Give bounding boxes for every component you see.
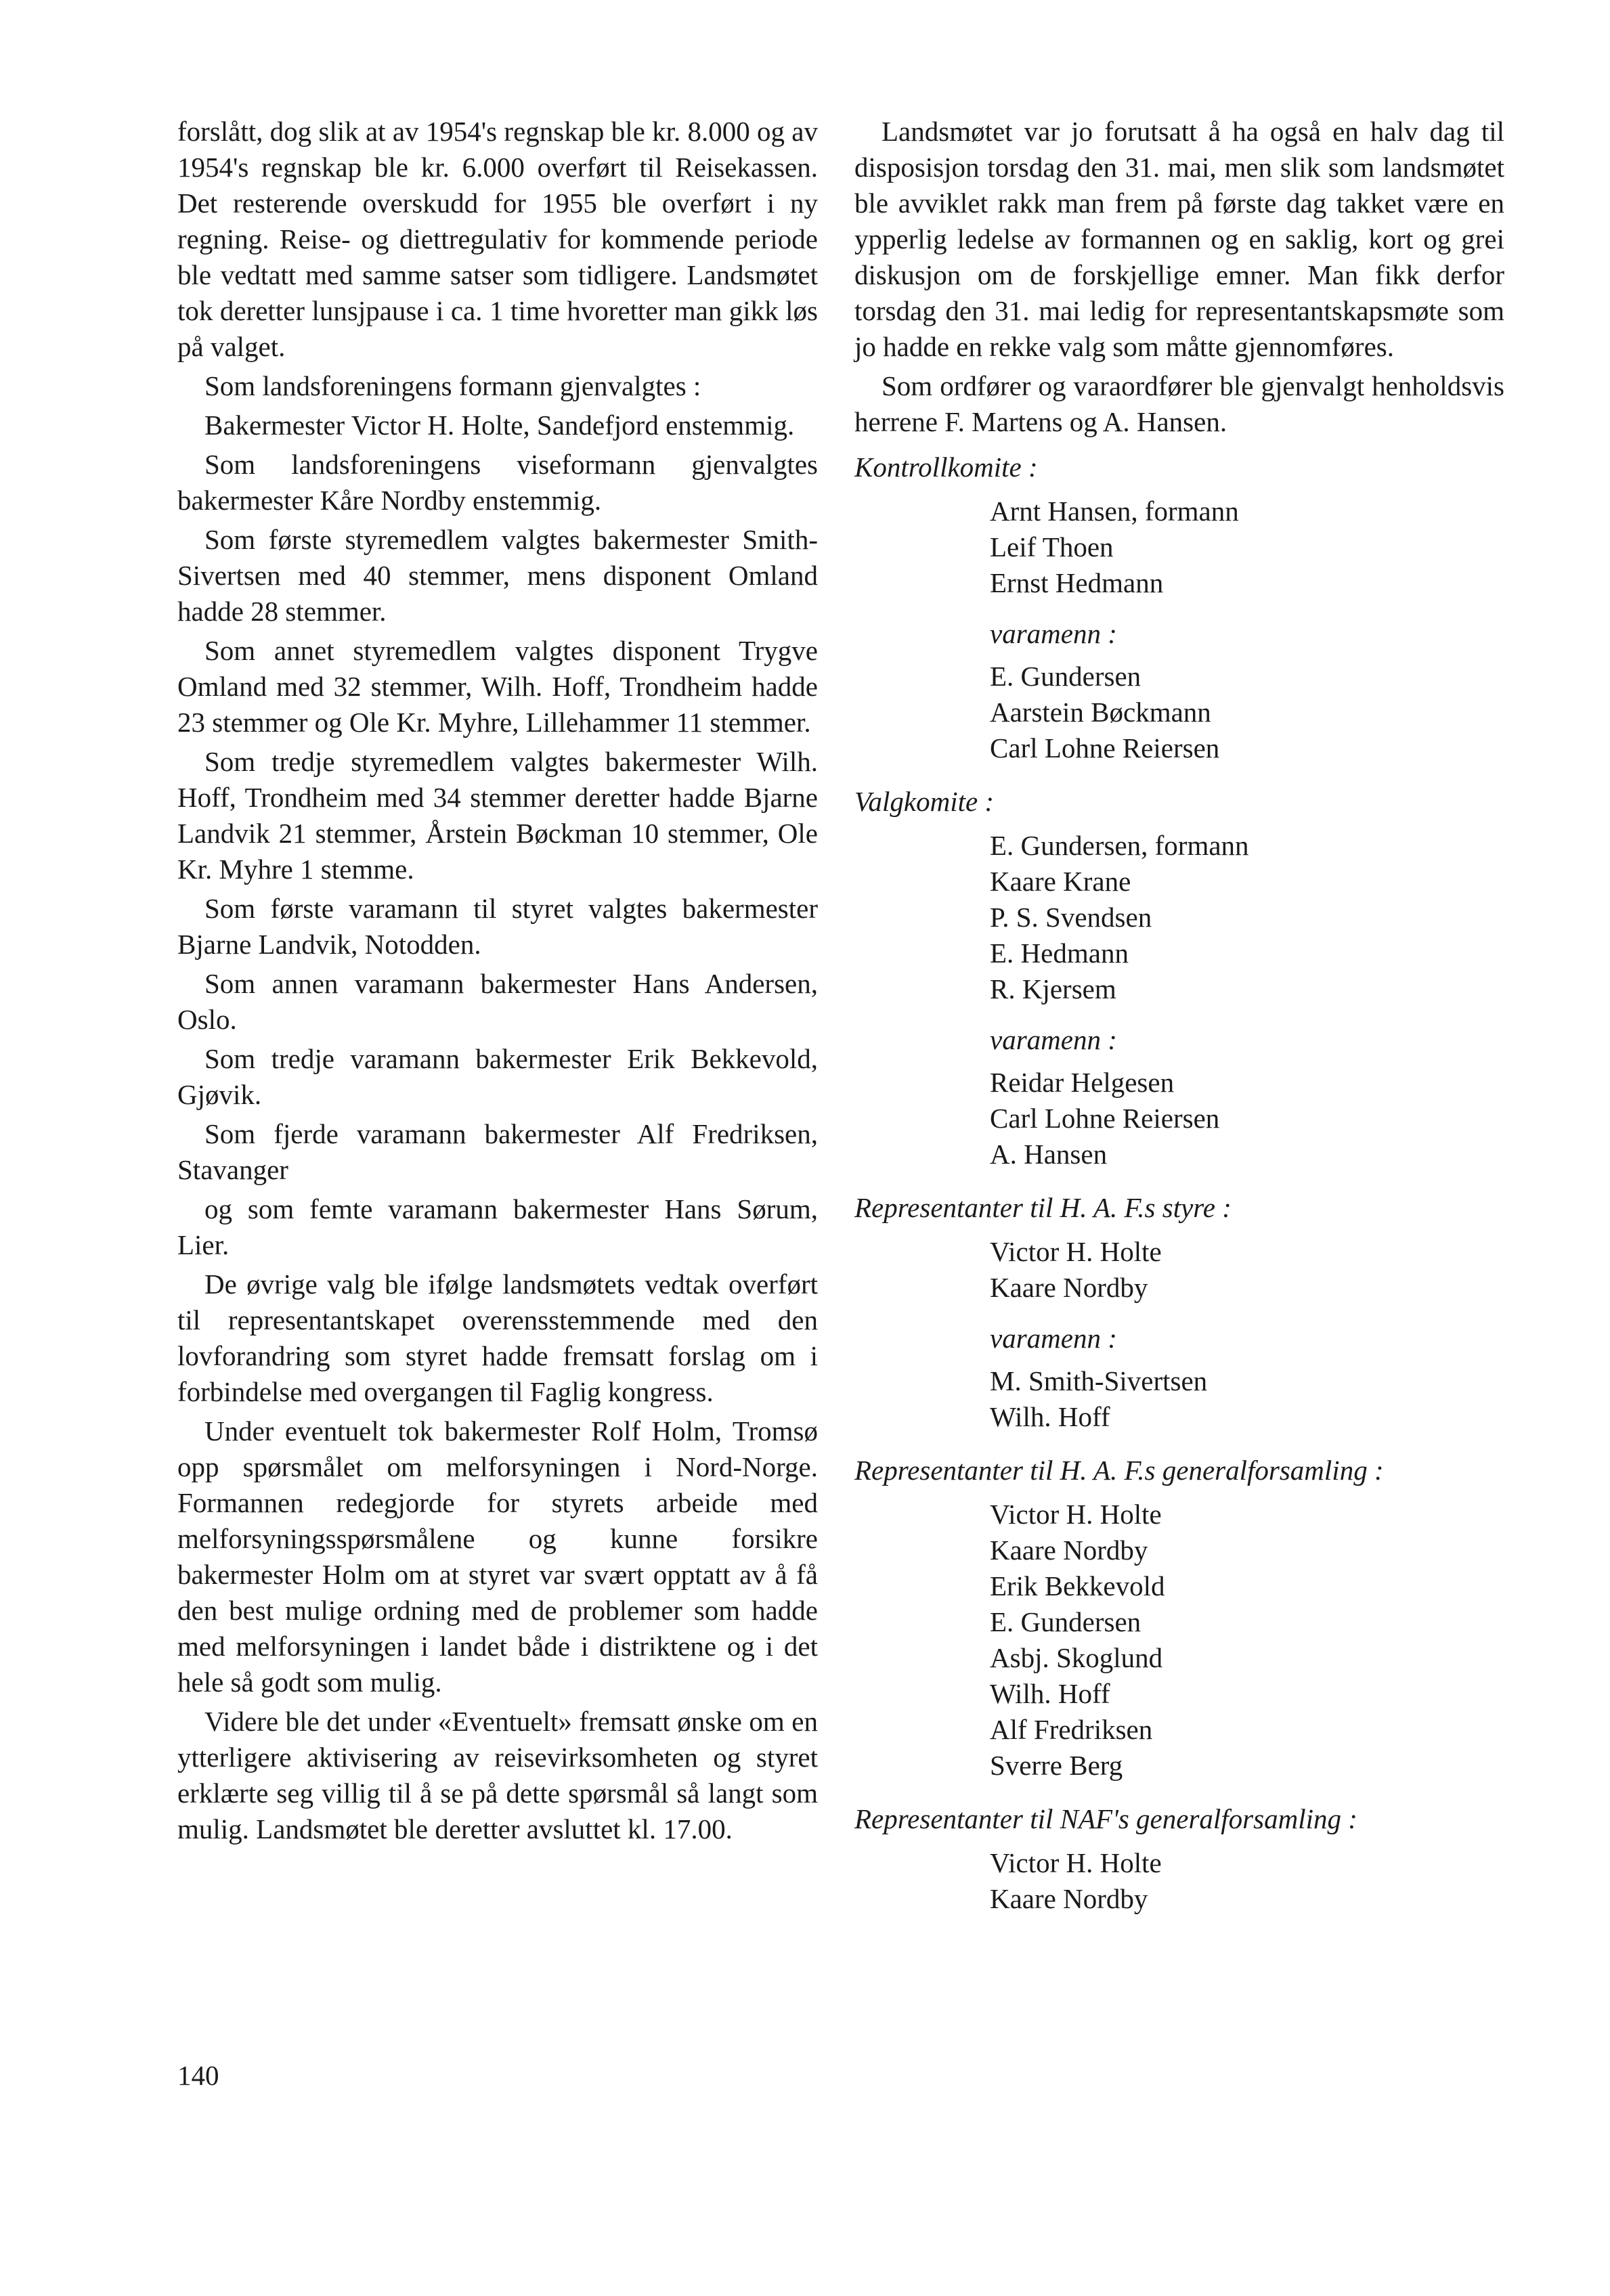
list-item: E. Hedmann [990,937,1129,969]
list-item: Carl Lohne Reiersen [990,732,1220,764]
list-item: A. Hansen [990,1139,1108,1170]
left-column [177,114,818,1851]
paragraph-ordforer: Som ordfører og varaordfører ble gjenvalgt henholdsvis herrene F. Martens og A. Hansen. [854,370,1504,437]
kontrollkomite-members [990,493,1504,601]
list-item: Leif Thoen [990,531,1114,562]
list-item: Alf Fredriksen [990,1714,1153,1745]
list-item: P. S. Svendsen [990,902,1152,933]
paragraph-eventuelt: Under eventuelt tok bakermester Rolf Holm, Tromsø opp spørsmålet om melforsyningen i Nord-Norge. Formannen redegjorde for styrets arbeide med melforsyningsspørsmålene og kunne forsikre bakermester Holm om at styret var svært opptatt av å få den best mulige ordning med de problemer som hadde med melforsyningen i landet både i distriktene og i det hele så godt som mulig. [177,1415,818,1698]
kontrollkomite-heading: Kontrollkomite : [854,451,1038,483]
list-item: Arnt Hansen, formann [990,495,1239,527]
paragraph-forste-styremedlem: Som første styremedlem valgtes bakermester Smith-Sivertsen med 40 stemmer, mens disponent Omland hadde 28 stemmer. [177,524,818,627]
list-item: R. Kjersem [990,973,1116,1005]
list-item: Erik Bekkevold [990,1570,1165,1602]
paragraph-femte-varamann: og som femte varamann bakermester Hans Sørum, Lier. [177,1193,818,1260]
list-item: Victor H. Holte [990,1499,1162,1530]
paragraph-regnskap: forslått, dog slik at av 1954's regnskap ble kr. 8.000 og av 1954's regnskap ble kr. 6.000 overført til Reisekassen. Det resterende overskudd for 1955 ble overført i ny regning. Reise- og diettregulativ for kommende periode ble vedtatt med samme satser som tidligere. Landsmøtet tok deretter lunsjpause i ca. 1 time hvoretter man gikk løs på valget. [177,116,818,362]
list-item: Wilh. Hoff [990,1401,1110,1432]
list-item: Reidar Helgesen [990,1067,1175,1098]
paragraph-fjerde-varamann: Som fjerde varamann bakermester Alf Fredriksen, Stavanger [177,1118,818,1185]
naf-generalforsamling-heading: Representanter til NAF's generalforsamling : [854,1803,1357,1834]
haf-generalforsamling-members [990,1497,1504,1784]
valgkomite-heading: Valgkomite : [854,786,995,817]
paragraph-formann-intro: Som landsforeningens formann gjenvalgtes : [204,370,701,401]
paragraph-annen-varamann: Som annen varamann bakermester Hans Andersen, Oslo. [177,968,818,1035]
haf-styre-vara-heading: varamenn : [990,1323,1117,1354]
right-column [854,114,1504,1917]
list-item: Asbj. Skoglund [990,1642,1163,1673]
valgkomite-vara [990,1065,1504,1172]
paragraph-ovrige-valg: De øvrige valg ble ifølge landsmøtets vedtak overført til representantskapet overensstemmende med den lovforandring som styret hadde fremsatt forslag om i forbindelse med overgangen til Faglig kongress. [177,1268,818,1407]
list-item: Kaare Krane [990,866,1131,897]
kontrollkomite-vara [990,659,1504,766]
paragraph-tredje-styremedlem: Som tredje styremedlem valgtes bakermester Wilh. Hoff, Trondheim med 34 stemmer deretter hadde Bjarne Landvik 21 stemmer, Årstein Bøckman 10 stemmer, Ole Kr. Myhre 1 stemme. [177,746,818,885]
list-item: E. Gundersen [990,661,1141,692]
paragraph-formann: Bakermester Victor H. Holte, Sandefjord enstemmig. [204,410,795,441]
naf-generalforsamling-members [990,1845,1504,1917]
haf-generalforsamling-heading: Representanter til H. A. F.s generalforsamling : [854,1455,1384,1486]
paragraph-landsmotet: Landsmøtet var jo forutsatt å ha også en halv dag til disposisjon torsdag den 31. mai, men slik som landsmøtet ble avviklet rakk man frem på første dag takket være en ypperlig ledelse av formannen og en saklig, kort og grei diskusjon om de forskjellige emner. Man fikk derfor torsdag den 31. mai ledig for representantskapsmøte som jo hadde en rekke valg som måtte gjennomføres. [854,116,1504,362]
paragraph-tredje-varamann: Som tredje varamann bakermester Erik Bekkevold, Gjøvik. [177,1043,818,1110]
list-item: Kaare Nordby [990,1883,1148,1914]
valgkomite-vara-heading: varamenn : [990,1024,1117,1055]
list-item: Sverre Berg [990,1750,1123,1781]
list-item: Aarstein Bøckmann [990,697,1211,728]
list-item: E. Gundersen [990,1606,1141,1637]
haf-styre-members [990,1234,1504,1306]
paragraph-forste-varamann: Som første varamann til styret valgtes bakermester Bjarne Landvik, Notodden. [177,893,818,960]
page-number: 140 [177,2060,219,2091]
list-item: Kaare Nordby [990,1535,1148,1566]
haf-styre-heading: Representanter til H. A. F.s styre : [854,1192,1232,1223]
list-item: Kaare Nordby [990,1272,1148,1303]
valgkomite-members [990,828,1504,1007]
paragraph-annet-styremedlem: Som annet styremedlem valgtes disponent Trygve Omland med 32 stemmer, Wilh. Hoff, Trondheim hadde 23 stemmer og Ole Kr. Myhre, Lillehammer 11 stemmer. [177,635,818,738]
paragraph-avslutning: Videre ble det under «Eventuelt» fremsatt ønske om en ytterligere aktivisering av reisevirksomheten og styret erklærte seg villig til å se på dette spørsmål så langt som mulig. Landsmøtet ble deretter avsluttet kl. 17.00. [177,1706,818,1845]
list-item: Victor H. Holte [990,1847,1162,1878]
list-item: M. Smith-Sivertsen [990,1365,1208,1396]
list-item: Victor H. Holte [990,1236,1162,1267]
haf-styre-vara [990,1363,1504,1435]
list-item: Carl Lohne Reiersen [990,1103,1220,1134]
list-item: Wilh. Hoff [990,1678,1110,1709]
list-item: Ernst Hedmann [990,567,1164,598]
paragraph-viseformann: Som landsforeningens viseformann gjenvalgtes bakermester Kåre Nordby enstemmig. [177,449,818,516]
kontrollkomite-vara-heading: varamenn : [990,618,1117,649]
list-item: E. Gundersen, formann [990,830,1249,861]
